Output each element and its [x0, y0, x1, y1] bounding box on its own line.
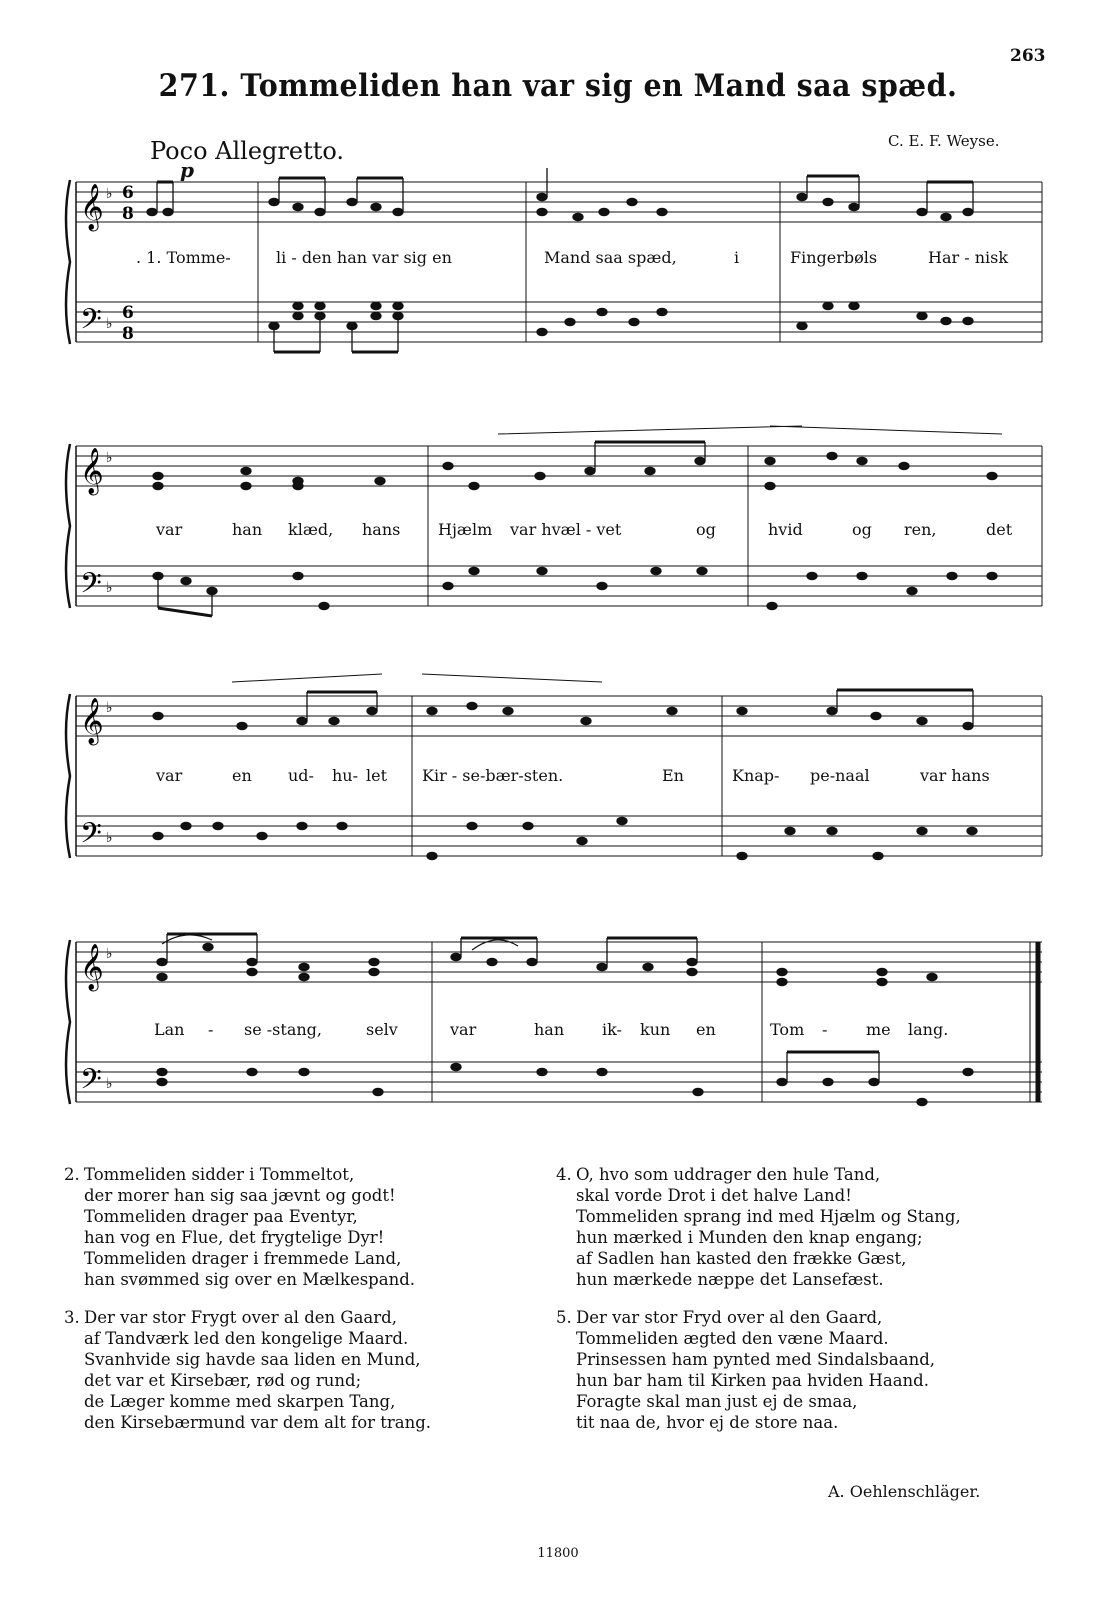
verse-line: det var et Kirsebær, rød og rund;: [84, 1371, 362, 1390]
verse-line: af Tandværk led den kongelige Maard.: [84, 1329, 409, 1348]
svg-text:𝄢: 𝄢: [80, 817, 102, 857]
lyric-syllable: lang.: [908, 1020, 949, 1039]
verse-line: Svanhvide sig havde saa liden en Mund,: [84, 1350, 421, 1369]
verse-line: Tommeliden ægted den væne Maard.: [576, 1329, 889, 1348]
verse-line: O, hvo som uddrager den hule Tand,: [576, 1165, 881, 1184]
verse-number: 2.: [64, 1165, 80, 1184]
svg-text:𝄢: 𝄢: [80, 303, 102, 343]
page-number: 263: [1010, 46, 1046, 66]
lyric-syllable: kun: [640, 1020, 671, 1039]
svg-text:𝄞: 𝄞: [80, 448, 104, 494]
lyric-syllable: han: [232, 520, 263, 539]
lyric-syllable: han: [534, 1020, 565, 1039]
svg-text:♭: ♭: [106, 1076, 113, 1092]
lyric-syllable: en: [232, 766, 252, 785]
svg-text:♭: ♭: [106, 700, 113, 716]
svg-text:𝄞: 𝄞: [80, 698, 104, 744]
lyric-syllable: var hans: [920, 766, 990, 785]
lyric-syllable: en: [696, 1020, 716, 1039]
tempo-marking: Poco Allegretto.: [150, 137, 345, 165]
lyric-syllable: var: [156, 766, 183, 785]
lyric-syllable: Fingerbøls: [790, 248, 878, 267]
lyric-syllable: se -stang,: [244, 1020, 322, 1039]
verse-line: hun bar ham til Kirken paa hviden Haand.: [576, 1371, 929, 1390]
lyric-syllable: Har - nisk: [928, 248, 1009, 267]
staff-system-3-graphic: [62, 690, 1050, 880]
verse-line: Prinsessen ham pynted med Sindalsbaand,: [576, 1350, 936, 1369]
verse-line: den Kirsebærmund var dem alt for trang.: [84, 1413, 432, 1432]
verse-line: hun mærkede næppe det Lansefæst.: [576, 1270, 884, 1289]
verse-line: Foragte skal man just ej de smaa,: [576, 1392, 858, 1411]
lyric-syllable: Lan: [154, 1020, 185, 1039]
lyric-syllable: Kir - se-bær-sten.: [422, 766, 564, 785]
verse-line: han svømmed sig over en Mælkespand.: [84, 1270, 416, 1289]
lyric-syllable: og: [696, 520, 716, 539]
svg-text:𝄢: 𝄢: [80, 1063, 102, 1103]
svg-text:𝄢: 𝄢: [80, 567, 102, 607]
verse-4: [556, 1164, 961, 1290]
music-system-3: [62, 690, 1050, 880]
music-system-1: [62, 158, 1050, 356]
verse-number: 3.: [64, 1308, 80, 1327]
lyric-syllable: hvid: [768, 520, 803, 539]
lyricist-credit: A. Oehlenschläger.: [828, 1482, 981, 1501]
verse-line: Der var stor Frygt over al den Gaard,: [84, 1308, 397, 1327]
verse-line: Tommeliden sprang ind med Hjælm og Stang,: [576, 1207, 961, 1226]
verse-5: [556, 1307, 961, 1433]
time-sig-num-treble: 6: [122, 183, 134, 203]
svg-text:𝄞: 𝄞: [80, 184, 104, 230]
lyric-syllable: En: [662, 766, 684, 785]
verse-line: Der var stor Fryd over al den Gaard,: [576, 1308, 883, 1327]
svg-text:♭: ♭: [106, 316, 113, 332]
lyric-syllable: hu-: [332, 766, 359, 785]
dynamic-marking: p: [180, 158, 194, 182]
lyric-syllable: og: [852, 520, 872, 539]
lyric-syllable: hans: [362, 520, 401, 539]
lyric-syllable: ud-: [288, 766, 314, 785]
lyric-syllable: Hjælm: [438, 520, 493, 539]
verse-3: [64, 1307, 431, 1433]
lyric-syllable: klæd,: [288, 520, 334, 539]
lyric-syllable: -: [822, 1020, 828, 1039]
svg-text:♭: ♭: [106, 186, 113, 202]
lyric-syllable: Mand saa spæd,: [544, 248, 677, 267]
verse-line: han vog en Flue, det frygtelige Dyr!: [84, 1228, 385, 1247]
verse-line: hun mærked i Munden den knap engang;: [576, 1228, 923, 1247]
lyric-syllable: det: [986, 520, 1013, 539]
lyric-syllable: Knap-: [732, 766, 780, 785]
music-system-4: [62, 936, 1050, 1126]
lyric-syllable: var hvæl - vet: [510, 520, 622, 539]
lyric-syllable: selv: [366, 1020, 398, 1039]
lyric-syllable: -: [208, 1020, 214, 1039]
verse-line: Tommeliden sidder i Tommeltot,: [84, 1165, 355, 1184]
verse-line: af Sadlen han kasted den frække Gæst,: [576, 1249, 907, 1268]
verse-line: tit naa de, hvor ej de store naa.: [576, 1413, 839, 1432]
svg-text:♭: ♭: [106, 946, 113, 962]
verse-number: 4.: [556, 1165, 572, 1184]
lyric-syllable: Tom: [770, 1020, 805, 1039]
music-system-2: [62, 440, 1050, 630]
svg-text:♭: ♭: [106, 450, 113, 466]
lyric-syllable: var: [450, 1020, 477, 1039]
time-sig-den-treble: 8: [122, 204, 134, 224]
lyric-syllable: me: [866, 1020, 891, 1039]
composer-credit: C. E. F. Weyse.: [888, 132, 1000, 150]
verse-number: 5.: [556, 1308, 572, 1327]
lyric-syllable: let: [366, 766, 388, 785]
verse-line: Tommeliden drager paa Eventyr,: [84, 1207, 358, 1226]
verses-left-column: [64, 1164, 431, 1450]
plate-number: 11800: [537, 1546, 579, 1561]
time-sig-den-bass: 8: [122, 324, 134, 344]
verse-2: [64, 1164, 431, 1290]
verses-right-column: [556, 1164, 961, 1450]
svg-text:♭: ♭: [106, 830, 113, 846]
time-sig-num-bass: 6: [122, 303, 134, 323]
verse-line: Tommeliden drager i fremmede Land,: [84, 1249, 402, 1268]
lyric-syllable: ren,: [904, 520, 937, 539]
verse-line: de Læger komme med skarpen Tang,: [84, 1392, 396, 1411]
lyric-syllable: i: [734, 248, 740, 267]
lyric-syllable: li - den han var sig en: [276, 248, 452, 267]
verse-line: der morer han sig saa jævnt og godt!: [84, 1186, 396, 1205]
lyric-syllable: pe-naal: [810, 766, 870, 785]
lyric-syllable: ik-: [602, 1020, 622, 1039]
song-title: 271. Tommeliden han var sig en Mand saa spæd.: [158, 68, 958, 104]
lyric-syllable: . 1. Tomme-: [136, 248, 231, 267]
lyric-syllable: var: [156, 520, 183, 539]
verse-line: skal vorde Drot i det halve Land!: [576, 1186, 852, 1205]
svg-text:♭: ♭: [106, 580, 113, 596]
svg-text:𝄞: 𝄞: [80, 944, 104, 990]
